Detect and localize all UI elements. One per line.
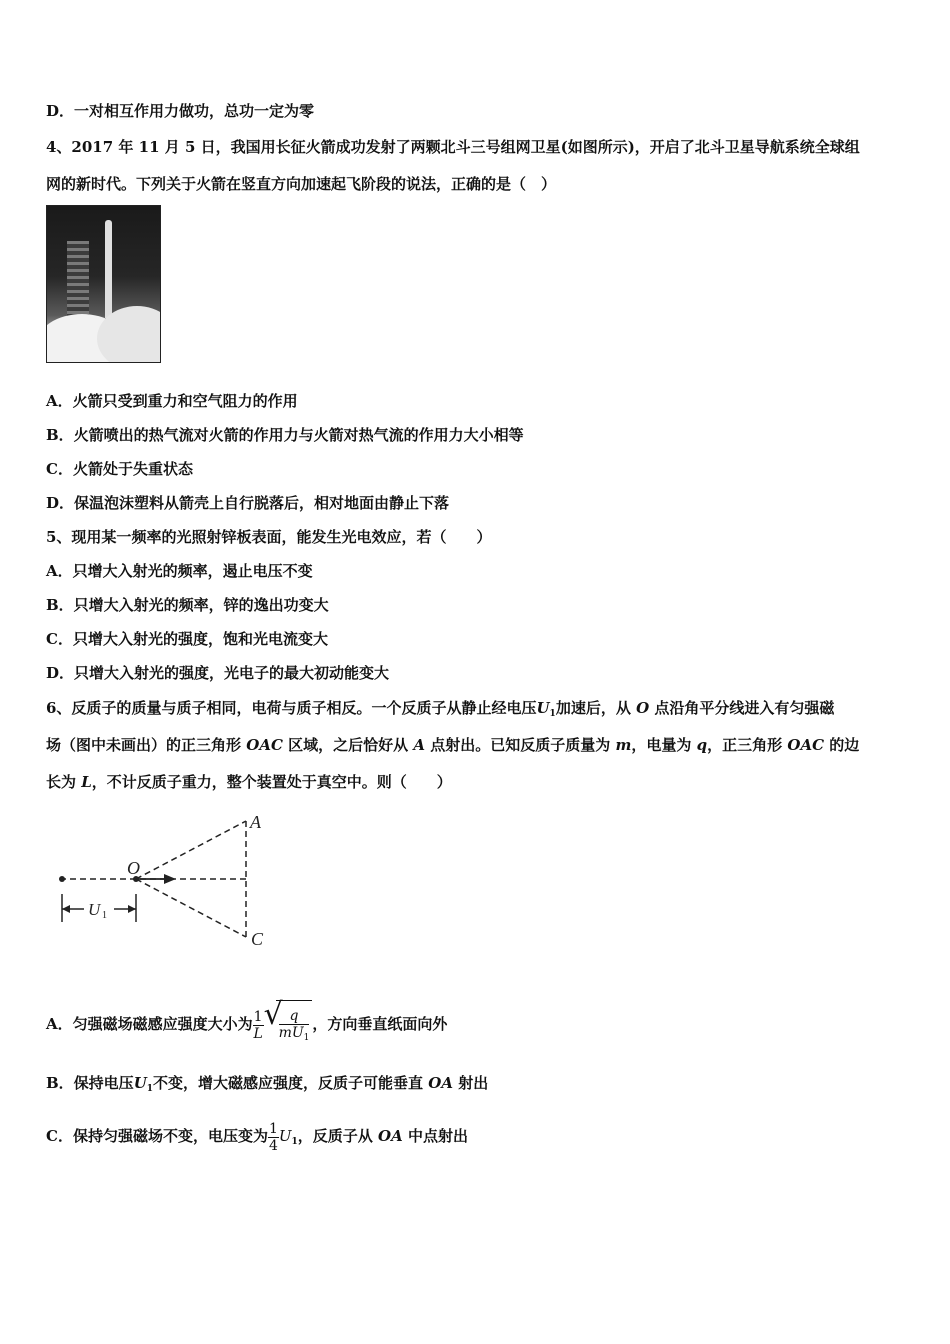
fraction-one-quarter bbox=[268, 1121, 279, 1154]
q6-option-b bbox=[46, 1073, 488, 1099]
q6-option-c bbox=[46, 1112, 468, 1166]
q6-text: 的边 bbox=[829, 736, 860, 754]
q5-option-a: A．只增大入射光的频率，遏止电压不变 bbox=[46, 562, 313, 580]
q4-stem-line2: 网的新时代。下列关于火箭在竖直方向加速起飞阶段的说法，正确的是（ ） bbox=[46, 175, 557, 193]
start-point bbox=[59, 876, 65, 882]
u1-arrow-head-left bbox=[62, 905, 70, 913]
q6-text: 点沿角平分线进入有匀强磁 bbox=[654, 699, 835, 717]
q4-stem-line1: 4、2017 年 11 月 5 日，我国用长征火箭成功发射了两颗北斗三号组网卫星(如图所示)，开启了北斗卫星导航系统全球组 bbox=[46, 138, 860, 156]
point-o-symbol: O bbox=[636, 699, 650, 717]
q6-option-c-text: ，反质子从 bbox=[297, 1127, 373, 1145]
point-a-symbol: A bbox=[413, 736, 426, 754]
rocket-shape bbox=[105, 220, 112, 318]
q6-text: 长为 bbox=[46, 773, 77, 791]
voltage-subscript: 1 bbox=[291, 1137, 298, 1147]
q6-option-c-text: 中点射出 bbox=[408, 1127, 469, 1145]
segment-oa-symbol: OA bbox=[428, 1074, 454, 1092]
label-u: U bbox=[88, 900, 101, 919]
q3-option-d: D．一对相互作用力做功，总功一定为零 bbox=[46, 102, 315, 120]
q6-option-b-text: B．保持电压 bbox=[46, 1074, 134, 1092]
q6-option-b-text: 射出 bbox=[458, 1074, 489, 1092]
q6-text: ，不计反质子重力，整个装置处于真空中。则（ ） bbox=[91, 773, 452, 791]
segment-oa-symbol: OA bbox=[378, 1127, 403, 1145]
q4-option-c: C．火箭处于失重状态 bbox=[46, 460, 193, 478]
label-o: O bbox=[127, 858, 140, 878]
q6-stem-line2 bbox=[46, 735, 859, 755]
u1-arrow-head-right bbox=[128, 905, 136, 913]
q4-option-a: A．火箭只受到重力和空气阻力的作用 bbox=[46, 392, 298, 410]
triangle-oac-symbol: OAC bbox=[787, 736, 825, 754]
label-c: C bbox=[251, 929, 264, 949]
voltage-subscript: 1 bbox=[146, 1084, 154, 1094]
q6-text: 6、反质子的质量与质子相同，电荷与质子相反。一个反质子从静止经电压 bbox=[46, 699, 537, 717]
voltage-symbol: U bbox=[278, 1127, 292, 1145]
rocket-launch-photo bbox=[46, 205, 161, 363]
q6-stem-line1 bbox=[46, 698, 834, 724]
fraction-numerator: q bbox=[279, 1008, 310, 1025]
q6-text: ，正三角形 bbox=[707, 736, 783, 754]
q6-option-c-text: C．保持匀强磁场不变，电压变为 bbox=[46, 1127, 268, 1145]
q6-stem-line3 bbox=[46, 772, 452, 792]
fraction-denominator: 4 bbox=[268, 1137, 278, 1154]
mass-symbol: m bbox=[615, 736, 632, 754]
q5-option-c: C．只增大入射光的强度，饱和光电流变大 bbox=[46, 630, 328, 648]
label-a: A bbox=[250, 812, 261, 832]
voltage-symbol: U bbox=[291, 1025, 304, 1041]
q6-text: 场（图中未画出）的正三角形 bbox=[46, 736, 242, 754]
fraction-numerator: 1 bbox=[253, 1008, 263, 1025]
side-oa bbox=[136, 821, 246, 879]
q4-option-b: B．火箭喷出的热气流对火箭的作用力与火箭对热气流的作用力大小相等 bbox=[46, 426, 524, 444]
arrow-head bbox=[164, 874, 176, 884]
triangle-oac-symbol: OAC bbox=[246, 736, 283, 754]
q6-text: ，电量为 bbox=[631, 736, 692, 754]
q6-text: 点射出。已知反质子质量为 bbox=[430, 736, 611, 754]
q4-option-d: D．保温泡沫塑料从箭壳上自行脱落后，相对地面由静止下落 bbox=[46, 494, 450, 512]
label-u-subscript: 1 bbox=[102, 910, 107, 921]
fraction-numerator: 1 bbox=[268, 1120, 278, 1137]
charge-symbol: q bbox=[696, 736, 708, 754]
length-symbol: L bbox=[81, 773, 92, 791]
voltage-symbol: U bbox=[133, 1074, 147, 1092]
triangle-field-diagram bbox=[50, 806, 290, 956]
q6-text: 加速后，从 bbox=[555, 699, 631, 717]
radical-icon: √ bbox=[263, 997, 283, 1032]
voltage-subscript: 1 bbox=[303, 1033, 310, 1043]
side-oc bbox=[136, 879, 246, 937]
voltage-symbol: U bbox=[536, 699, 550, 717]
q5-option-d: D．只增大入射光的强度，光电子的最大初动能变大 bbox=[46, 664, 390, 682]
sqrt-expression bbox=[263, 997, 313, 1050]
q6-option-a bbox=[46, 997, 448, 1050]
q6-option-a-text: ，方向垂直纸面向外 bbox=[312, 1015, 448, 1033]
q5-stem: 5、现用某一频率的光照射锌板表面，能发生光电效应，若（ ） bbox=[46, 528, 492, 546]
q6-option-b-text: 不变，增大磁感应强度，反质子可能垂直 bbox=[153, 1074, 424, 1092]
q6-text: 区域，之后恰好从 bbox=[288, 736, 409, 754]
mass-symbol: m bbox=[278, 1025, 292, 1041]
fraction-one-over-l bbox=[253, 1009, 264, 1042]
voltage-subscript: 1 bbox=[549, 709, 556, 719]
q5-option-b: B．只增大入射光的频率，锌的逸出功变大 bbox=[46, 596, 329, 614]
q6-option-a-text: A．匀强磁场磁感应强度大小为 bbox=[46, 1015, 253, 1033]
fraction-q-over-mu bbox=[279, 1008, 310, 1046]
fraction-denominator: L bbox=[253, 1025, 263, 1042]
